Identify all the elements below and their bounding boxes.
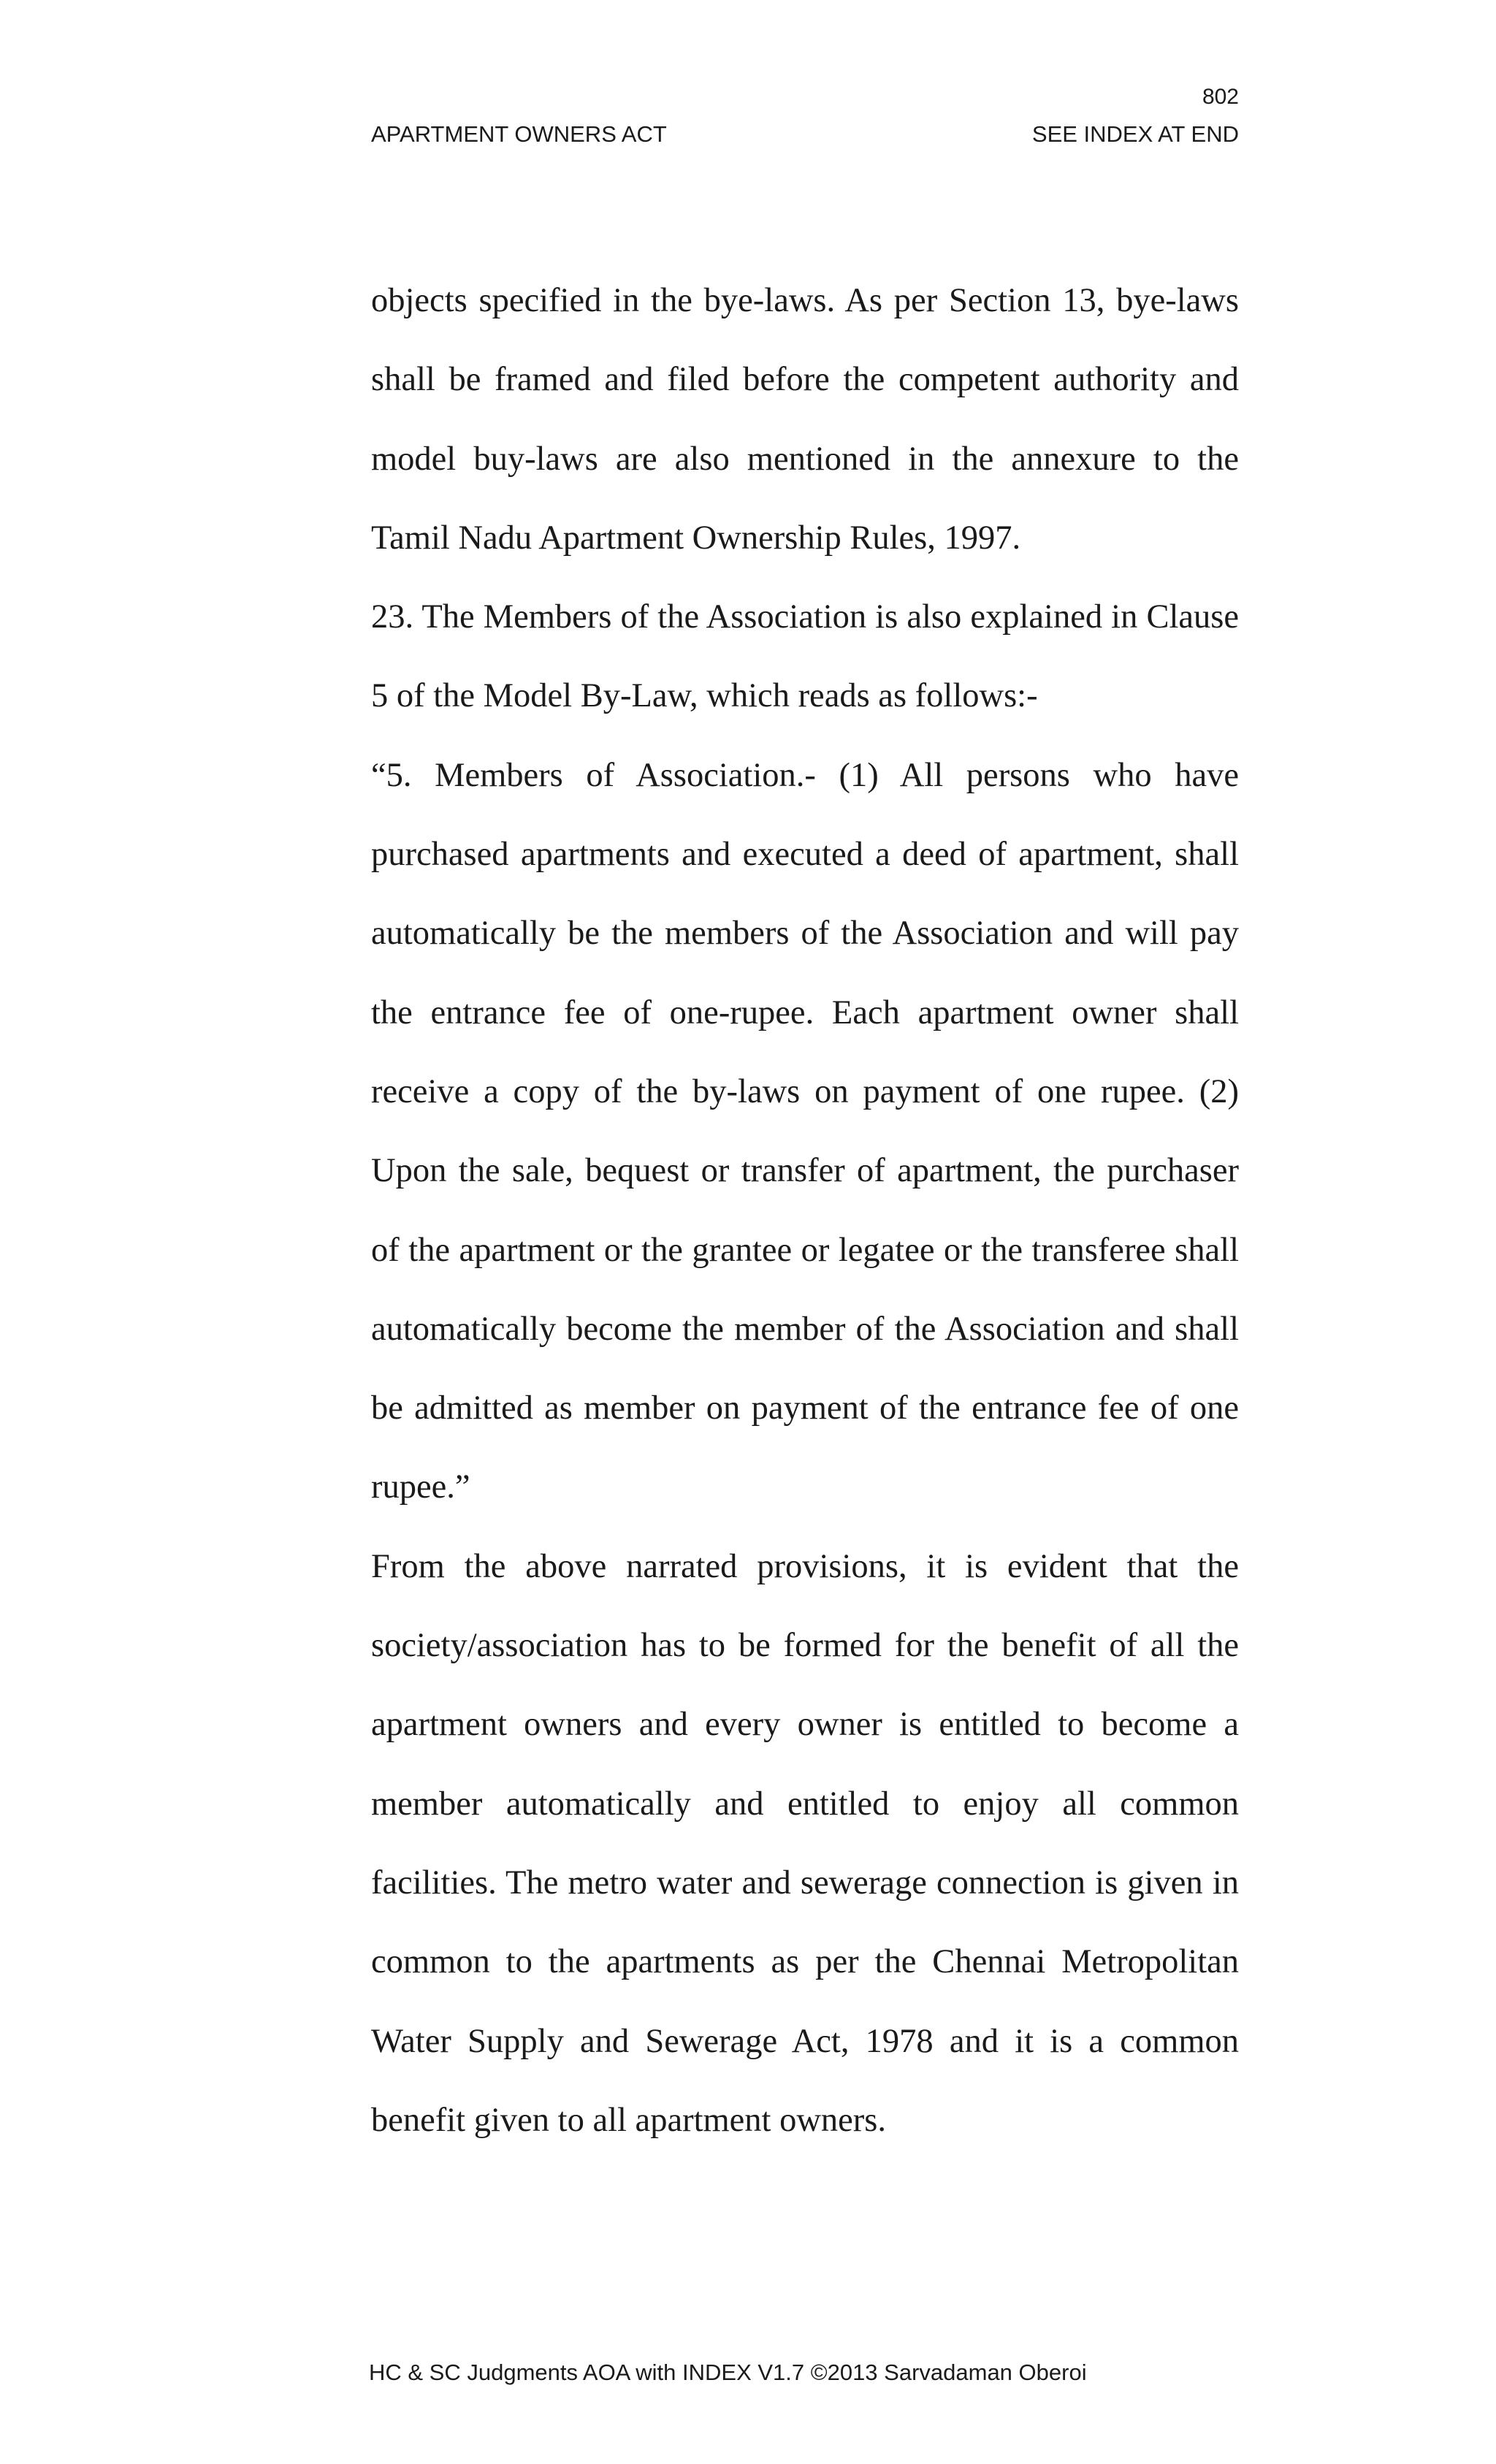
header-title: APARTMENT OWNERS ACT — [371, 121, 667, 147]
paragraph-bye-laws: objects specified in the bye-laws. As per Section 13, bye-laws shall be framed and filed before the competent authority and model buy-laws are also mentioned in the annexure to the Tamil Nadu Apartment Ownership Rules, 1997. — [371, 282, 1239, 557]
page-number: 802 — [1202, 85, 1239, 109]
page-footer: HC & SC Judgments AOA with INDEX V1.7 ©2013 Sarvadaman Oberoi — [369, 2360, 1087, 2385]
paragraph-conclusion: From the above narrated provisions, it is evident that the society/association has to be formed for the benefit of all the apartment owners and every owner is entitled to become a member automatically and entitled to enjoy all common facilities. The metro water and sewerage connection is given in common to the apartments as per the Chennai Metropolitan Water Supply and Sewerage Act, 1978 and it is a common benefit given to all apartment owners. — [371, 1547, 1239, 2139]
paragraph-23: 23. The Members of the Association is also explained in Clause 5 of the Model By-Law, which reads as follows:- — [371, 598, 1239, 715]
body-text — [371, 262, 1239, 2160]
running-header — [371, 123, 1239, 145]
header-index-note: SEE INDEX AT END — [1031, 121, 1239, 147]
quoted-clause-5: “5. Members of Association.- (1) All persons who have purchased apartments and executed a deed of apartment, shall automatically be the members of the Association and will pay the entrance fee of one-rupee. Each apartment owner shall receive a copy of the by-laws on payment of one rupee. (2) Upon the sale, bequest or transfer of apartment, the purchaser of the apartment or the grantee or legatee or the transferee shall automatically become the member of the Association and shall be admitted as member on payment of the entrance fee of one rupee.” — [371, 756, 1239, 1506]
